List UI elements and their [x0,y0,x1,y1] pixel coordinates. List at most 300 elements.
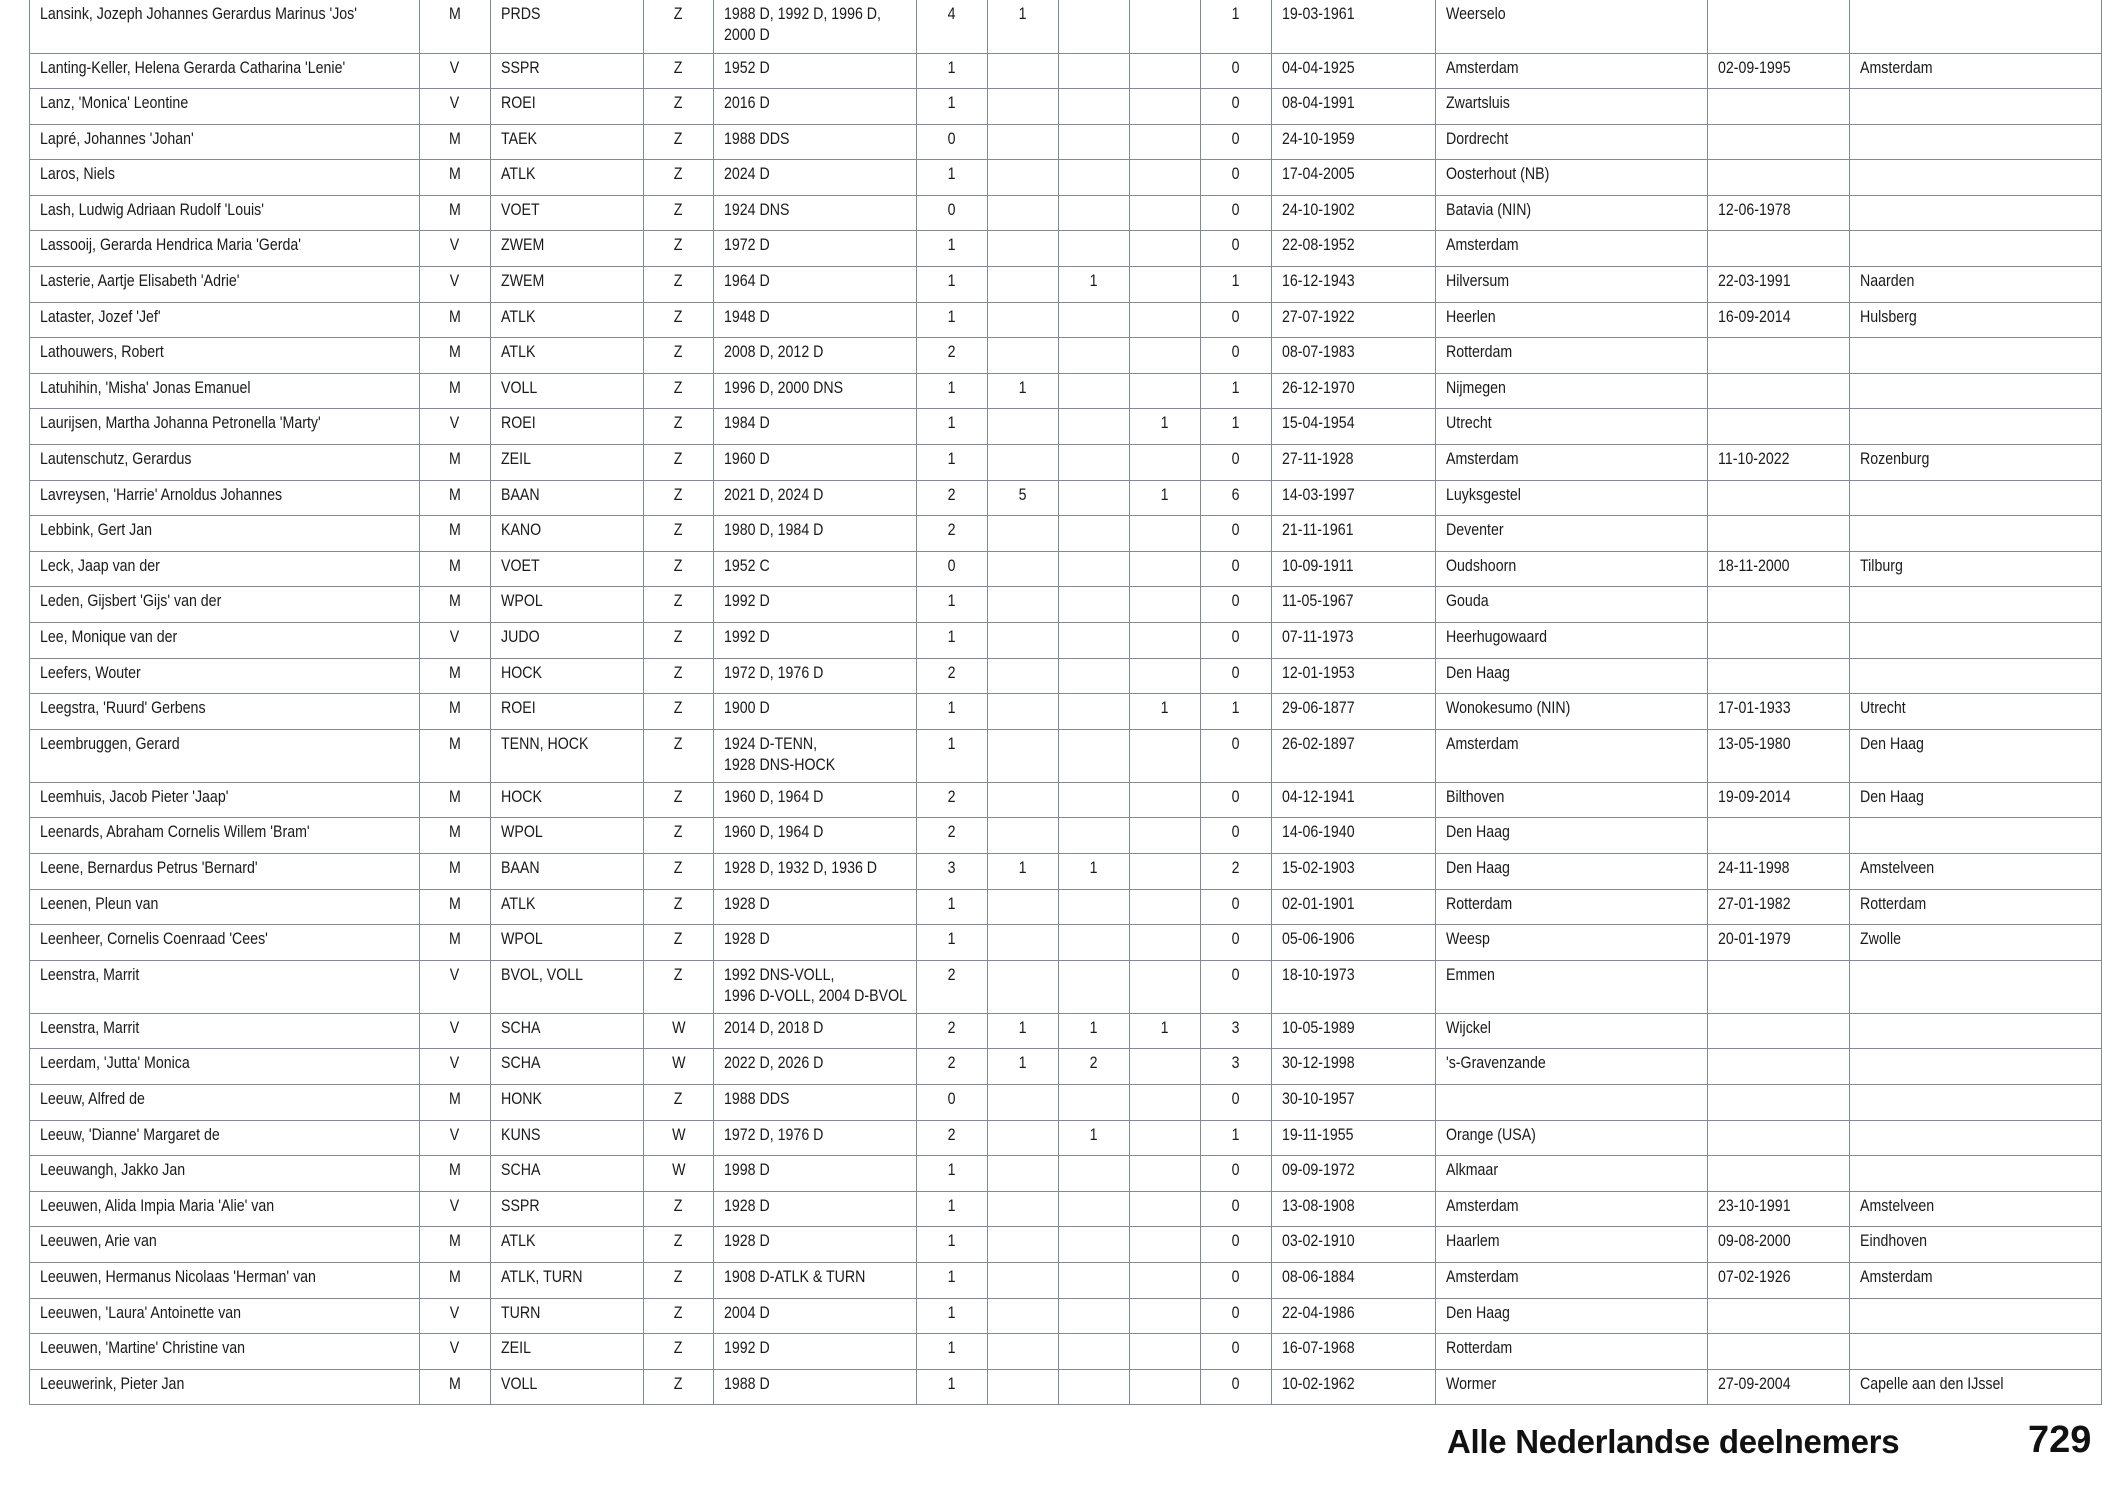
cell-text: M [449,1161,461,1180]
gender-cell [420,445,491,481]
cell-text: Z [674,1196,683,1215]
birth-date-cell [1272,782,1436,818]
cell-text: 19-09-2014 [1718,787,1791,806]
cell-text: ZWEM [501,236,545,255]
cell-text: 1988 DDS [724,1089,790,1108]
season-cell [644,925,714,961]
silver-cell [1059,925,1130,961]
name-cell [30,0,420,53]
participants-table [29,0,2102,1405]
name-cell [30,302,420,338]
medal-total-cell [1201,729,1272,782]
bronze-cell [1130,1262,1201,1298]
cell-text: 0 [948,200,956,219]
silver-cell [1059,409,1130,445]
cell-text: Lautenschutz, Gerardus [40,450,192,469]
cell-text: Leefers, Wouter [40,663,141,682]
silver-cell [1059,729,1130,782]
death-place-cell [1850,1334,2102,1370]
death-date-cell [1708,1298,1850,1334]
table-row [30,1262,2102,1298]
games-cell [714,480,917,516]
name-cell [30,782,420,818]
table-row [30,1013,2102,1049]
birth-date-cell [1272,551,1436,587]
cell-text: Laurijsen, Martha Johanna Petronella 'Marty' [40,414,321,433]
cell-text: 04-04-1925 [1282,58,1355,77]
cell-text: 23-10-1991 [1718,1196,1791,1215]
death-date-cell [1708,1049,1850,1085]
cell-text: Lansink, Jozeph Johannes Gerardus Marinus 'Jos' [40,5,357,23]
participations-cell [917,516,988,552]
gender-cell [420,338,491,374]
cell-text: Den Haag [1860,734,1924,753]
silver-cell [1059,516,1130,552]
cell-text: 1928 D, 1932 D, 1936 D [724,858,878,877]
cell-text: Lataster, Jozef 'Jef' [40,307,161,326]
table-row [30,658,2102,694]
cell-text: 1 [948,414,956,433]
games-cell [714,1156,917,1192]
cell-text: M [449,1374,461,1393]
cell-text: 08-06-1884 [1282,1267,1355,1286]
cell-text: 0 [1232,236,1240,255]
season-cell [644,889,714,925]
cell-text: 12-06-1978 [1718,200,1791,219]
cell-text: Den Haag [1446,858,1510,877]
gender-cell [420,960,491,1013]
cell-text: 1988 D, 1992 D, 1996 D, 2000 D [724,5,881,44]
cell-text: M [449,1232,461,1251]
cell-text: 2 [948,485,956,504]
cell-text: V [450,1303,460,1322]
cell-text: Nijmegen [1446,378,1506,397]
participations-cell [917,231,988,267]
medal-total-cell [1201,658,1272,694]
cell-text: ZWEM [501,272,545,291]
birth-date-cell [1272,1227,1436,1263]
gender-cell [420,1049,491,1085]
medal-total-cell [1201,1156,1272,1192]
silver-cell [1059,1013,1130,1049]
cell-text: 07-11-1973 [1282,628,1354,646]
gold-cell [988,1227,1059,1263]
cell-text: 27-09-2004 [1718,1374,1791,1393]
cell-text: 11-10-2022 [1718,450,1790,469]
participations-cell [917,960,988,1013]
footer-title: Alle Nederlandse deelnemers [1447,1423,1900,1460]
cell-text: 1900 D [724,699,770,718]
gender-cell [420,694,491,730]
name-cell [30,1262,420,1298]
games-cell [714,853,917,889]
death-date-cell [1708,551,1850,587]
medal-total-cell [1201,338,1272,374]
cell-text: 1972 D [724,236,770,255]
cell-text: ATLK [501,1232,536,1251]
table-row [30,1369,2102,1405]
season-cell [644,1334,714,1370]
cell-text: 13-05-1980 [1718,734,1791,753]
cell-text: 17-01-1933 [1718,699,1791,718]
sport-cell [491,195,644,231]
cell-text: Capelle aan den IJssel [1860,1374,2004,1393]
season-cell [644,1084,714,1120]
cell-text: 1 [948,1303,956,1322]
cell-text: 1 [1019,1054,1027,1073]
cell-text: M [449,592,461,611]
cell-text: M [449,556,461,575]
season-cell [644,694,714,730]
birth-place-cell [1436,480,1708,516]
cell-text: 1928 D [724,894,770,913]
medal-total-cell [1201,160,1272,196]
games-cell [714,1334,917,1370]
death-date-cell [1708,853,1850,889]
cell-text: 1 [1161,1018,1169,1037]
games-cell [714,551,917,587]
silver-cell [1059,1262,1130,1298]
cell-text: Amstelveen [1860,1196,1935,1215]
cell-text: 12-01-1953 [1282,663,1355,682]
cell-text: 02-09-1995 [1718,58,1791,77]
cell-text: 20-01-1979 [1718,930,1791,949]
medal-total-cell [1201,267,1272,303]
cell-text: V [450,58,460,77]
table-row [30,587,2102,623]
birth-date-cell [1272,1369,1436,1405]
death-place-cell [1850,302,2102,338]
cell-text: 0 [1232,1232,1240,1251]
silver-cell [1059,1298,1130,1334]
cell-text: 1 [948,592,956,611]
birth-date-cell [1272,267,1436,303]
cell-text: Gouda [1446,592,1489,611]
gender-cell [420,1156,491,1192]
name-cell [30,409,420,445]
cell-text: M [449,165,461,184]
gold-cell [988,1013,1059,1049]
cell-text: Amsterdam [1446,236,1519,255]
participations-cell [917,445,988,481]
cell-text: Z [674,894,683,913]
birth-place-cell [1436,889,1708,925]
cell-text: 2014 D, 2018 D [724,1018,824,1037]
sport-cell [491,925,644,961]
gold-cell [988,0,1059,53]
gold-cell [988,1262,1059,1298]
cell-text: ATLK [501,307,536,326]
cell-text: 11-05-1967 [1282,592,1354,611]
cell-text: 0 [1232,94,1240,113]
participations-cell [917,1227,988,1263]
medal-total-cell [1201,302,1272,338]
death-place-cell [1850,267,2102,303]
medal-total-cell [1201,124,1272,160]
table-row [30,551,2102,587]
death-place-cell [1850,1120,2102,1156]
participations-cell [917,1298,988,1334]
cell-text: Wonokesumo (NIN) [1446,699,1571,718]
sport-cell [491,1049,644,1085]
sport-cell [491,1084,644,1120]
medal-total-cell [1201,373,1272,409]
cell-text: Z [674,1303,683,1322]
gold-cell [988,551,1059,587]
cell-text: 16-07-1968 [1282,1339,1355,1358]
cell-text: Z [674,823,683,842]
gold-cell [988,516,1059,552]
death-place-cell [1850,623,2102,659]
cell-text: M [449,823,461,842]
cell-text: M [449,699,461,718]
table-row [30,1084,2102,1120]
games-cell [714,1262,917,1298]
death-date-cell [1708,658,1850,694]
birth-date-cell [1272,1298,1436,1334]
sport-cell [491,658,644,694]
bronze-cell [1130,89,1201,125]
cell-text: Z [674,592,683,611]
silver-cell [1059,338,1130,374]
cell-text: Lanting-Keller, Helena Gerarda Catharina 'Lenie' [40,58,346,77]
participations-cell [917,338,988,374]
birth-date-cell [1272,160,1436,196]
season-cell [644,551,714,587]
cell-text: 1 [1090,1018,1098,1037]
participations-cell [917,729,988,782]
cell-text: 0 [1232,1339,1240,1358]
bronze-cell [1130,302,1201,338]
bronze-cell [1130,1084,1201,1120]
cell-text: 1 [948,272,956,291]
name-cell [30,694,420,730]
birth-place-cell [1436,818,1708,854]
cell-text: M [449,450,461,469]
table-row [30,1334,2102,1370]
cell-text: Alkmaar [1446,1161,1499,1180]
cell-text: 1 [948,378,956,397]
cell-text: Amsterdam [1446,1196,1519,1215]
sport-cell [491,373,644,409]
gold-cell [988,1334,1059,1370]
cell-text: V [450,1125,460,1144]
cell-text: WPOL [501,823,543,842]
medal-total-cell [1201,1227,1272,1263]
cell-text: 1 [948,1339,956,1358]
cell-text: Lathouwers, Robert [40,343,164,362]
sport-cell [491,445,644,481]
birth-place-cell [1436,1191,1708,1227]
gold-cell [988,480,1059,516]
cell-text: Z [674,1232,683,1251]
table-row [30,231,2102,267]
cell-text: 1 [1090,858,1098,877]
cell-text: KANO [501,521,542,540]
name-cell [30,729,420,782]
cell-text: Dordrecht [1446,129,1509,148]
cell-text: TURN [501,1303,541,1322]
cell-text: 0 [1232,1161,1240,1180]
sport-cell [491,694,644,730]
table-row [30,160,2102,196]
medal-total-cell [1201,516,1272,552]
death-place-cell [1850,782,2102,818]
bronze-cell [1130,853,1201,889]
gender-cell [420,1084,491,1120]
name-cell [30,231,420,267]
season-cell [644,231,714,267]
gender-cell [420,623,491,659]
cell-text: Eindhoven [1860,1232,1928,1251]
sport-cell [491,818,644,854]
cell-text: Z [674,450,683,469]
death-place-cell [1850,889,2102,925]
cell-text: 1 [1019,1018,1027,1037]
silver-cell [1059,0,1130,53]
table-row [30,925,2102,961]
cell-text: TAEK [501,129,538,148]
birth-date-cell [1272,89,1436,125]
bronze-cell [1130,1369,1201,1405]
cell-text: Leegstra, 'Ruurd' Gerbens [40,699,206,718]
cell-text: 1964 D [724,272,770,291]
cell-text: Den Haag [1446,1303,1510,1322]
cell-text: Amsterdam [1860,1267,1933,1286]
season-cell [644,658,714,694]
cell-text: Leeuwerink, Pieter Jan [40,1374,185,1393]
death-place-cell [1850,551,2102,587]
cell-text: Leeuwangh, Jakko Jan [40,1161,186,1180]
medal-total-cell [1201,853,1272,889]
cell-text: 27-01-1982 [1718,894,1791,913]
cell-text: 09-09-1972 [1282,1161,1355,1180]
birth-date-cell [1272,818,1436,854]
death-date-cell [1708,623,1850,659]
medal-total-cell [1201,782,1272,818]
name-cell [30,1369,420,1405]
silver-cell [1059,782,1130,818]
cell-text: 1960 D, 1964 D [724,823,824,842]
death-place-cell [1850,1191,2102,1227]
birth-place-cell [1436,124,1708,160]
sport-cell [491,480,644,516]
silver-cell [1059,1156,1130,1192]
cell-text: 1 [948,930,956,949]
cell-text: 0 [1232,1374,1240,1393]
gender-cell [420,89,491,125]
death-date-cell [1708,53,1850,89]
gold-cell [988,124,1059,160]
cell-text: 0 [1232,823,1240,842]
gold-cell [988,195,1059,231]
table-row [30,623,2102,659]
cell-text: VOLL [501,378,538,397]
gold-cell [988,1120,1059,1156]
games-cell [714,1369,917,1405]
cell-text: Lash, Ludwig Adriaan Rudolf 'Louis' [40,200,264,219]
gold-cell [988,89,1059,125]
games-cell [714,818,917,854]
cell-text: Leenstra, Marrit [40,965,140,984]
cell-text: Leden, Gijsbert 'Gijs' van der [40,592,222,611]
gold-cell [988,302,1059,338]
cell-text: 0 [948,129,956,148]
medal-total-cell [1201,1334,1272,1370]
cell-text: Den Haag [1446,663,1510,682]
silver-cell [1059,160,1130,196]
season-cell [644,853,714,889]
birth-place-cell [1436,960,1708,1013]
cell-text: 2 [948,1125,956,1144]
cell-text: WPOL [501,930,543,949]
birth-place-cell [1436,516,1708,552]
gender-cell [420,1262,491,1298]
cell-text: V [450,1018,460,1037]
death-place-cell [1850,1369,2102,1405]
birth-place-cell [1436,1013,1708,1049]
cell-text: HONK [501,1089,542,1108]
cell-text: 0 [948,556,956,575]
cell-text: Rozenburg [1860,450,1930,469]
medal-total-cell [1201,889,1272,925]
cell-text: 1 [948,58,956,77]
cell-text: 27-11-1928 [1282,450,1354,469]
cell-text: 0 [1232,200,1240,219]
sport-cell [491,623,644,659]
sport-cell [491,1334,644,1370]
games-cell [714,1084,917,1120]
cell-text: BAAN [501,858,540,877]
cell-text: Z [674,272,683,291]
cell-text: 0 [1232,521,1240,540]
cell-text: 1998 D [724,1161,770,1180]
cell-text: M [449,858,461,877]
cell-text: 19-03-1961 [1282,5,1355,23]
cell-text: M [449,200,461,219]
table-row [30,818,2102,854]
table-row [30,302,2102,338]
birth-place-cell [1436,409,1708,445]
page-number: 729 [2028,1419,2092,1461]
death-date-cell [1708,1191,1850,1227]
medal-total-cell [1201,231,1272,267]
medal-total-cell [1201,818,1272,854]
gold-cell [988,729,1059,782]
sport-cell [491,1262,644,1298]
cell-text: Naarden [1860,272,1915,291]
medal-total-cell [1201,0,1272,53]
cell-text: 29-06-1877 [1282,699,1355,718]
cell-text: 0 [1232,894,1240,913]
cell-text: 16-12-1943 [1282,272,1355,291]
gender-cell [420,1298,491,1334]
cell-text: Z [674,200,683,219]
games-cell [714,373,917,409]
death-date-cell [1708,694,1850,730]
cell-text: 22-08-1952 [1282,236,1355,255]
cell-text: 1 [1232,699,1240,718]
cell-text: Z [674,129,683,148]
cell-text: Den Haag [1446,823,1510,842]
birth-place-cell [1436,1120,1708,1156]
birth-place-cell [1436,195,1708,231]
death-date-cell [1708,818,1850,854]
cell-text: 1 [948,165,956,184]
gender-cell [420,160,491,196]
bronze-cell [1130,1156,1201,1192]
cell-text: 1972 D, 1976 D [724,663,824,682]
